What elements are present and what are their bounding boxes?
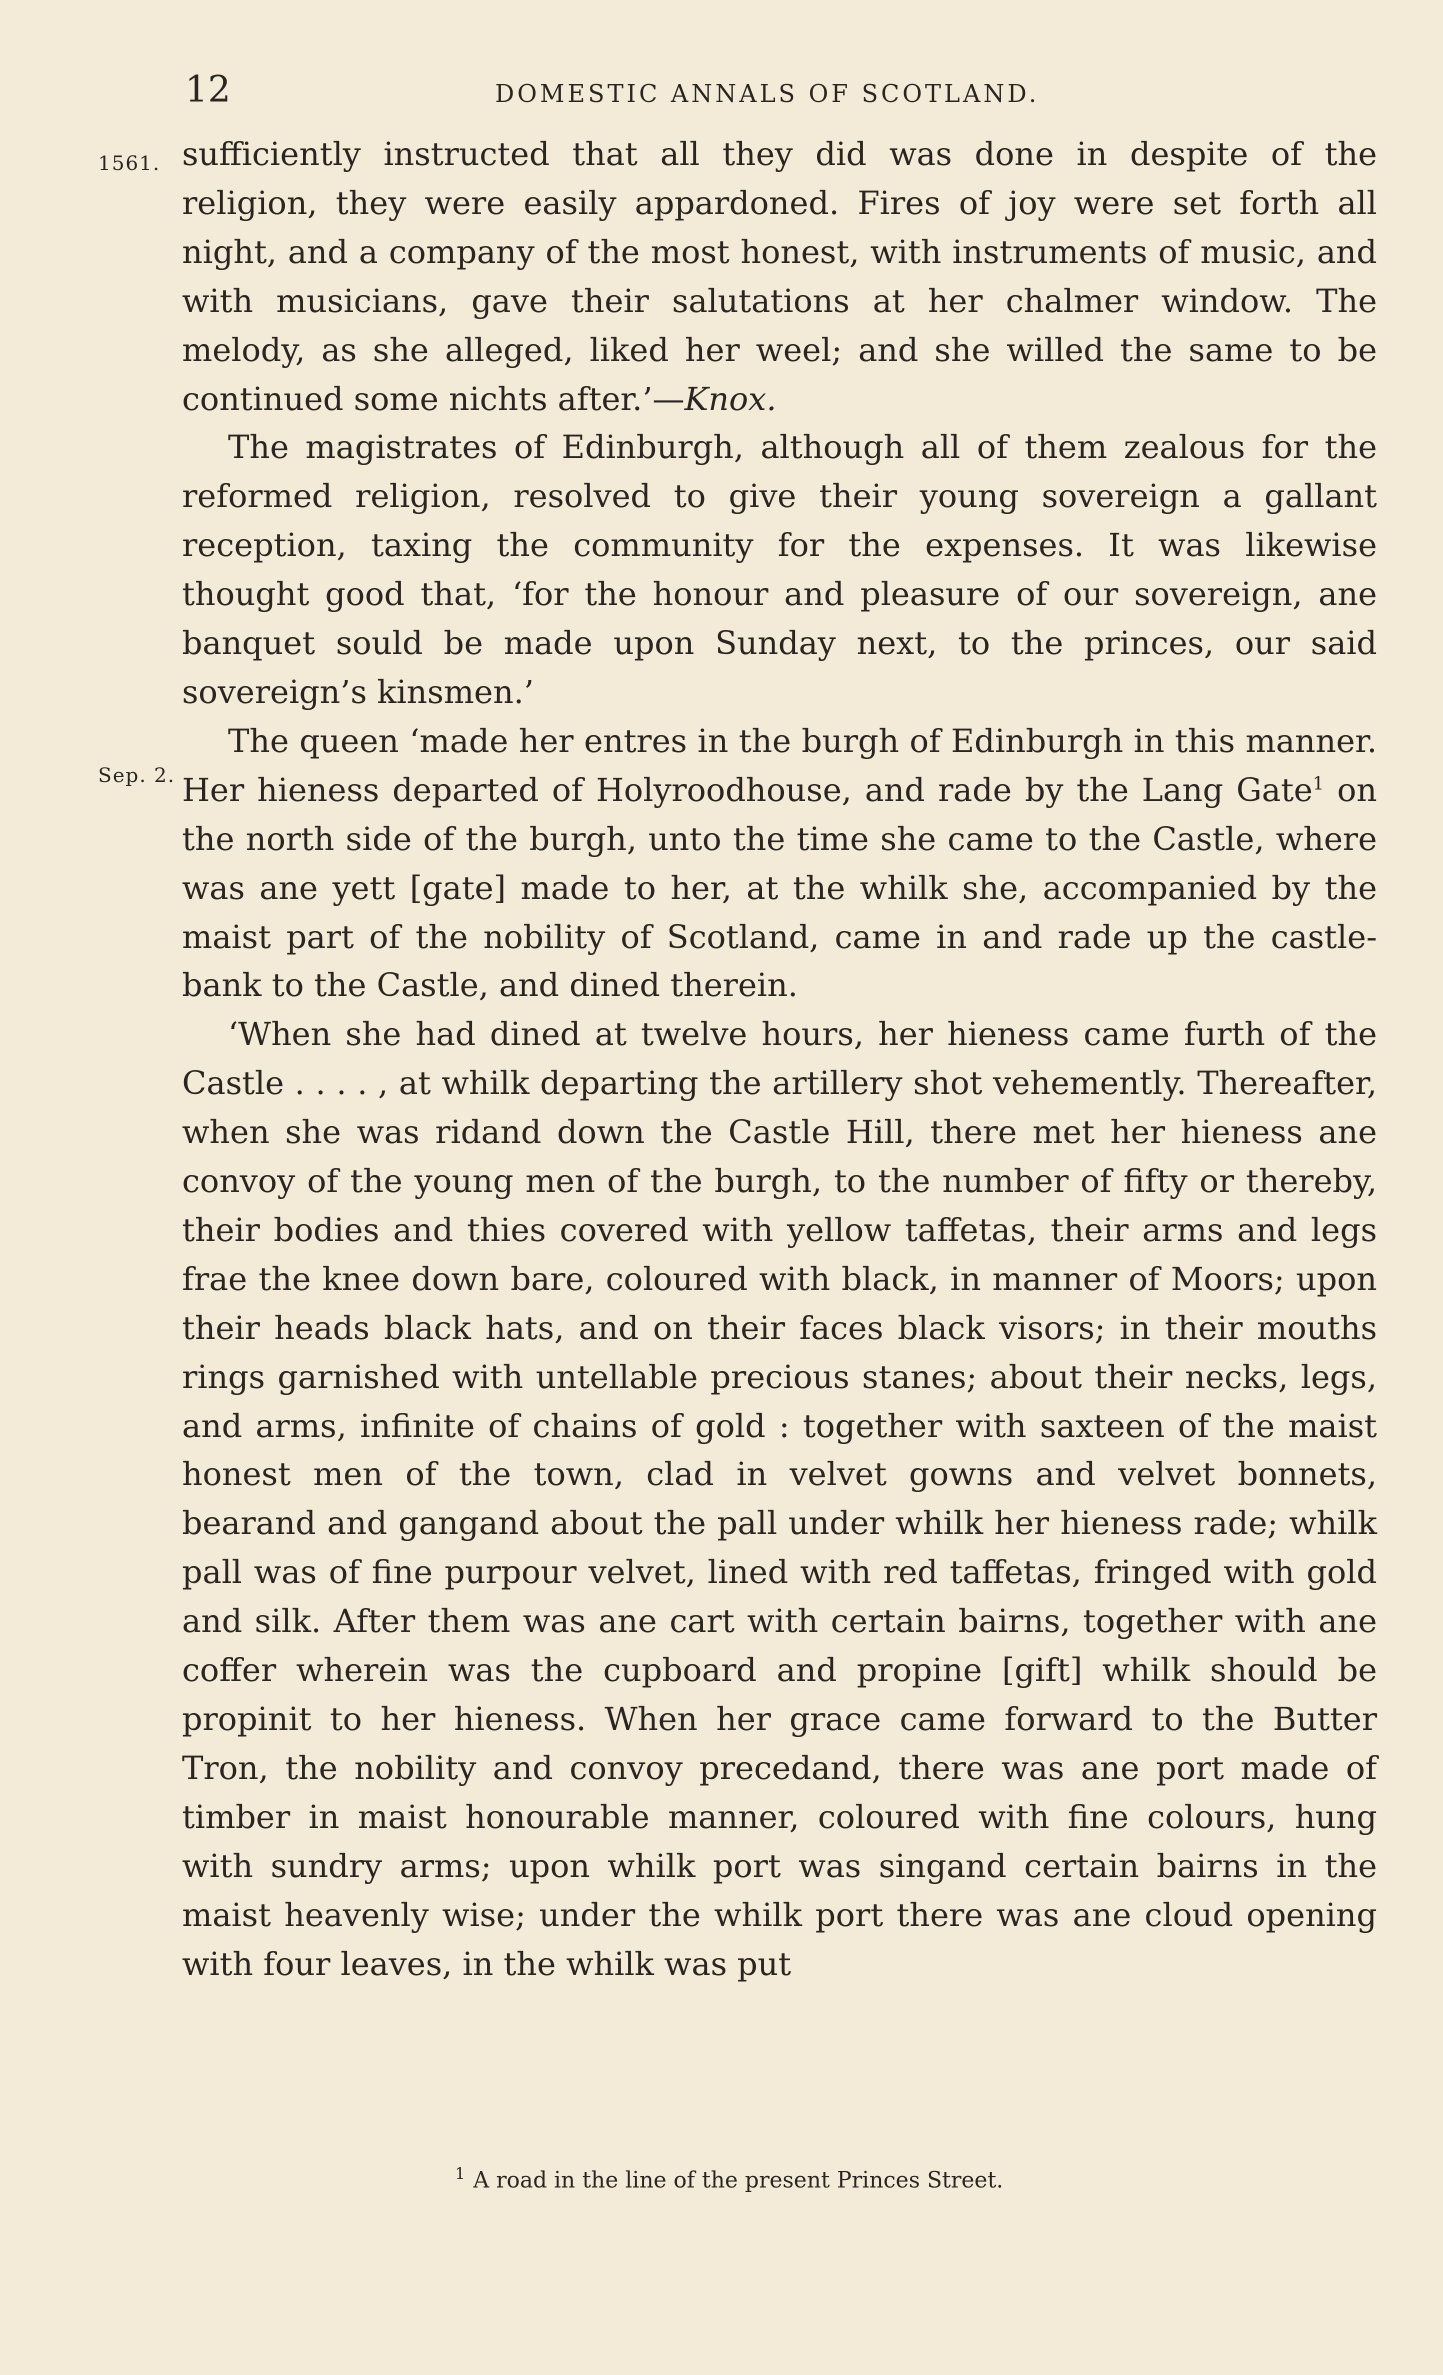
source-citation: Knox. — [684, 379, 777, 418]
paragraph-1 — [182, 130, 1377, 423]
body-text — [182, 130, 1377, 1988]
footnote — [455, 2164, 1003, 2193]
footnote-mark: 1 — [455, 2164, 466, 2183]
footnote-reference: 1 — [1312, 773, 1325, 795]
margin-year: 1561. — [98, 151, 161, 175]
page-header — [0, 58, 1443, 128]
margin-date: Sep. 2. — [98, 763, 176, 787]
running-head: DOMESTIC ANNALS OF SCOTLAND. — [495, 80, 1040, 108]
paragraph-3-text-a: The queen ‘made her entres in the burgh of Edinburgh in this manner. Her hieness departed of Holyroodhouse, and rade by the Lang Gate — [182, 721, 1377, 809]
paragraph-2: The magistrates of Edinburgh, although all of them zealous for the reformed religion, resolved to give their young sovereign a gallant reception, taxing the community for the expenses. It was likewise thought good that, ‘for the honour and pleasure of our sovereign, ane banquet sould be made upon Sunday next, to the princes, our said sovereign’s kinsmen.’ — [182, 428, 1377, 711]
paragraph-3 — [182, 717, 1377, 1010]
paragraph-3-text-b: on the north side of the burgh, unto the time she came to the Castle, where was ane yett [gate] made to her, at the whilk she, accompanied by the maist part of the nobility of Scotland, came in and rade up the castle-bank to the Castle, and dined therein. — [182, 770, 1378, 1005]
page-number: 12 — [185, 70, 231, 111]
paragraph-1-text: sufficiently instructed that all they did was done in despite of the religion, they were easily appardoned. Fires of joy were set forth all night, and a company of the most honest, with instruments of music, and with musicians, gave their salutations at her chalmer window. The melody, as she alleged, liked her weel; and she willed the same to be continued some nichts after.’— — [182, 135, 1377, 418]
paragraph-4: ‘When she had dined at twelve hours, her hieness came furth of the Castle . . . . , at whilk departing the artillery shot vehemently. Thereafter, when she was ridand down the Castle Hill, there met her hieness ane convoy of the young men of the burgh, to the number of fifty or thereby, their bodies and thies covered with yellow taffetas, their arms and legs frae the knee down bare, coloured with black, in manner of Moors; upon their heads black hats, and on their faces black visors; in their mouths rings garnished with untellable precious stanes; about their necks, legs, and arms, infinite of chains of gold : together with saxteen of the maist honest men of the town, clad in velvet gowns and velvet bonnets, bearand and gangand about the pall under whilk her hieness rade; whilk pall was of fine purpour velvet, lined with red taffetas, fringed with gold and silk. After them was ane cart with certain bairns, together with ane coffer wherein was the cupboard and propine [gift] whilk should be propinit to her hieness. When her grace came forward to the Butter Tron, the nobility and convoy precedand, there was ane port made of timber in maist honourable manner, coloured with fine colours, hung with sundry arms; upon whilk port was singand certain bairns in the maist heavenly wise; under the whilk port there was ane cloud opening with four leaves, in the whilk was put — [182, 1015, 1377, 1983]
footnote-text: A road in the line of the present Princes Street. — [473, 2168, 1004, 2194]
